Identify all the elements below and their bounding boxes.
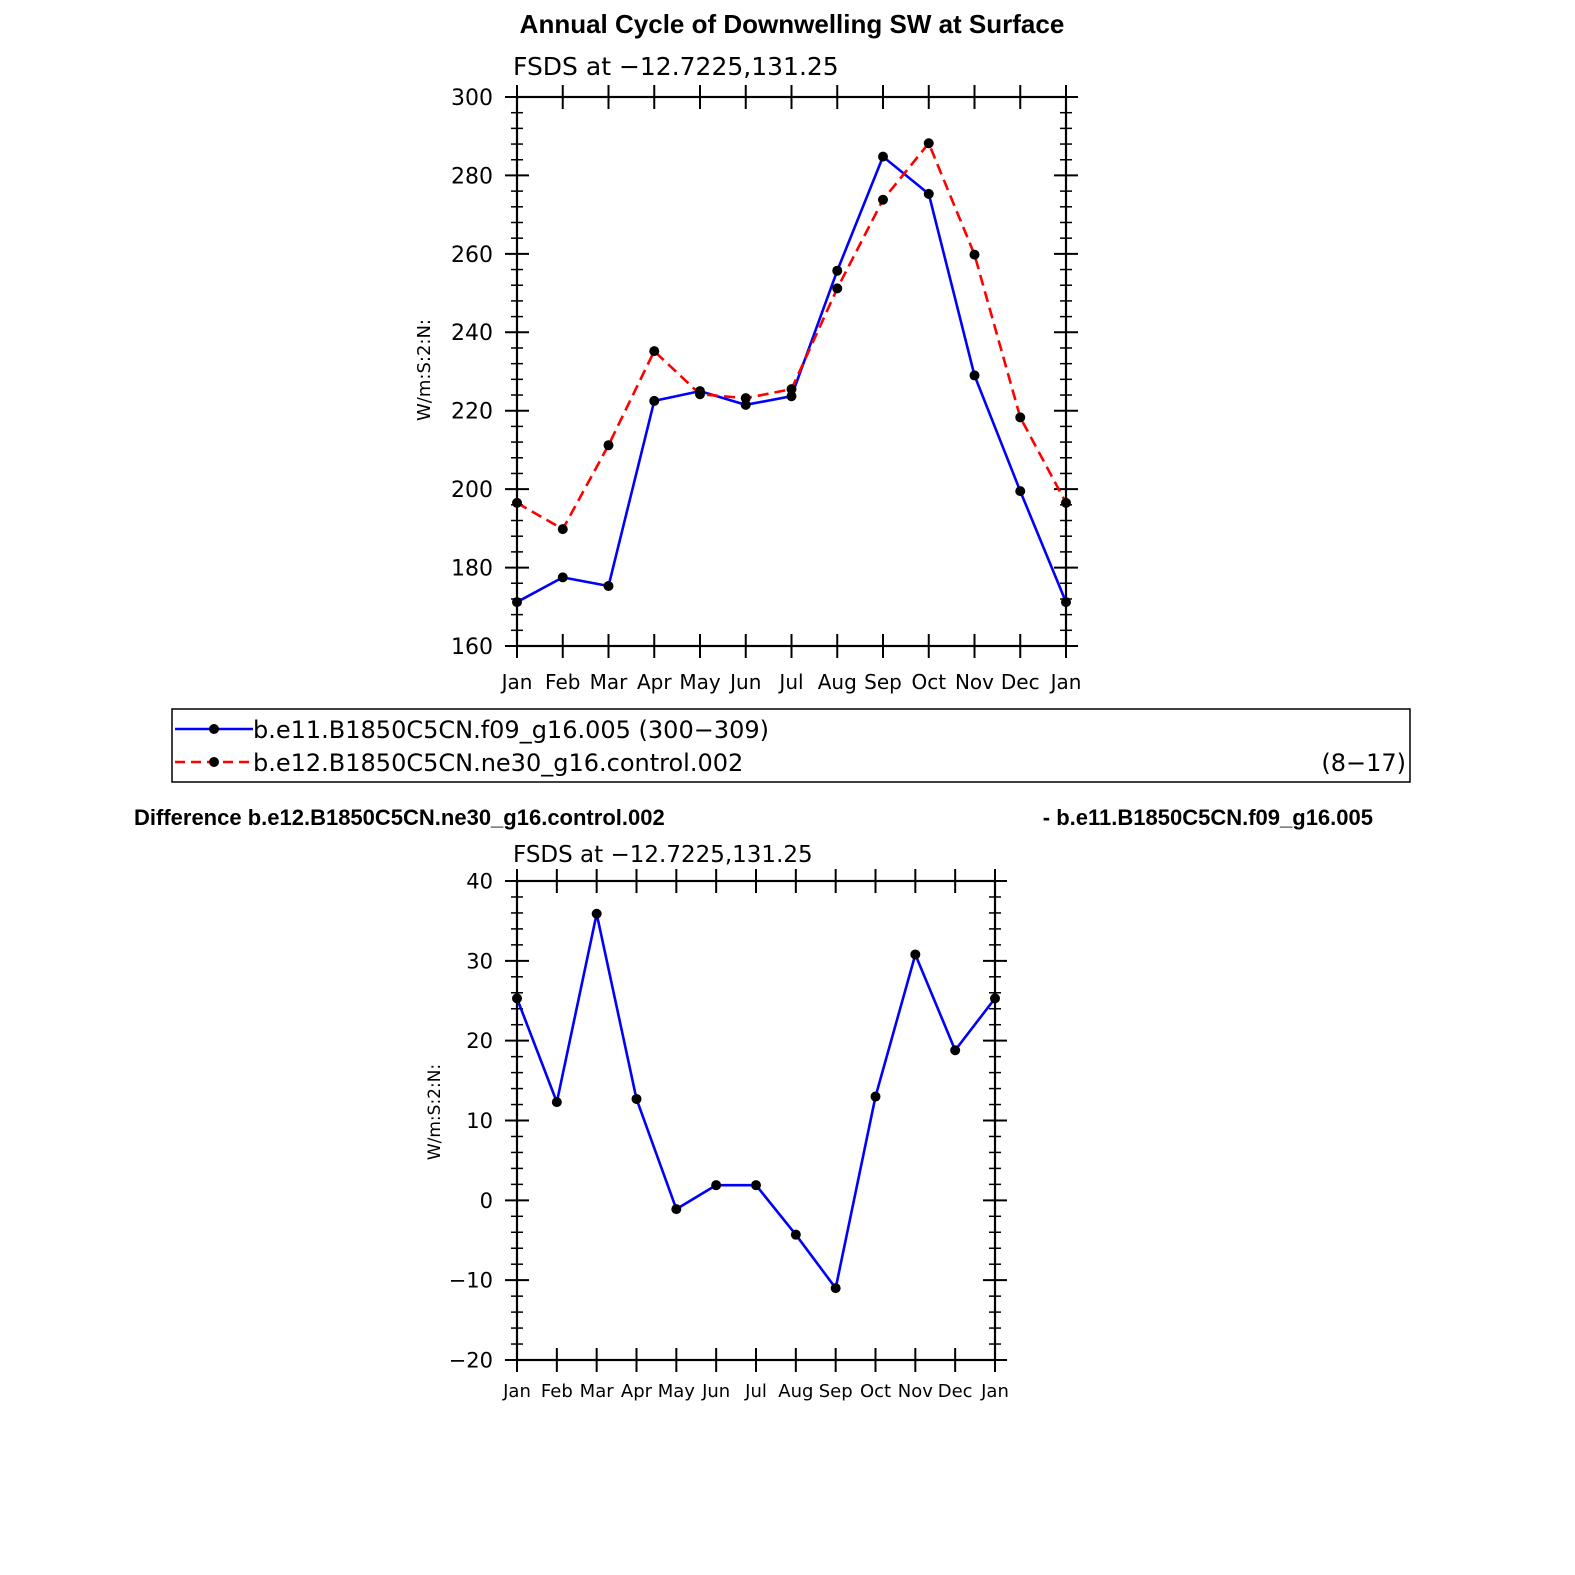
series-line-1: [517, 157, 1066, 602]
x-tick-label: Mar: [589, 670, 628, 694]
data-point-series-1: [552, 1097, 562, 1107]
x-tick-label: Apr: [636, 670, 672, 694]
x-tick-label: May: [679, 670, 721, 694]
bottom-chart-ylabel: W/m:S:2:N:: [425, 1063, 445, 1161]
x-tick-label: May: [657, 1381, 695, 1402]
x-tick-label: Jul: [779, 670, 804, 694]
x-tick-label: Jan: [501, 670, 533, 694]
bottom-plot-area: [449, 869, 1009, 1402]
y-tick-label: 280: [451, 164, 493, 190]
data-point-series-1: [910, 949, 920, 959]
data-point-series-1: [832, 266, 842, 276]
y-tick-label: 160: [451, 634, 493, 660]
y-tick-label: 180: [451, 556, 493, 582]
series-line-1: [517, 914, 995, 1288]
x-tick-label: Aug: [817, 670, 857, 694]
y-tick-label: 240: [451, 321, 493, 347]
bottom-chart-title-right: - b.e11.B1850C5CN.f09_g16.005: [1042, 805, 1373, 830]
x-tick-label: Jul: [745, 1381, 767, 1402]
x-tick-label: Aug: [778, 1381, 814, 1402]
x-tick-label: Oct: [911, 670, 947, 694]
data-point-series-2: [512, 498, 522, 508]
data-point-series-1: [871, 1092, 881, 1102]
series-line-2: [517, 143, 1066, 529]
top-chart-ylabel: W/m:S:2:N:: [414, 319, 435, 421]
data-point-series-2: [924, 138, 934, 148]
y-tick-label: −10: [448, 1268, 493, 1293]
top-plot-area: [451, 85, 1081, 694]
data-point-series-2: [695, 389, 705, 399]
top-chart-legend: [172, 709, 1410, 782]
data-point-series-2: [1061, 498, 1071, 508]
legend-label-series-2-suffix: (8−17): [1321, 749, 1406, 777]
data-point-series-1: [791, 1230, 801, 1240]
top-chart-subtitle: FSDS at −12.7225,131.25: [513, 52, 839, 81]
legend-label-series-1: b.e11.B1850C5CN.f09_g16.005 (300−309): [253, 716, 769, 744]
data-point-series-1: [711, 1180, 721, 1190]
x-tick-label: Nov: [897, 1381, 933, 1402]
x-tick-label: Sep: [864, 670, 902, 694]
data-point-series-1: [924, 189, 934, 199]
data-point-series-2: [787, 384, 797, 394]
data-point-series-1: [632, 1094, 642, 1104]
bottom-chart-title-left: Difference b.e12.B1850C5CN.ne30_g16.control.002: [134, 805, 665, 830]
data-point-series-1: [558, 572, 568, 582]
y-tick-label: 30: [466, 949, 493, 974]
x-tick-label: Oct: [859, 1381, 892, 1402]
data-point-series-2: [558, 524, 568, 534]
data-point-series-2: [604, 440, 614, 450]
data-point-series-1: [950, 1045, 960, 1055]
data-point-series-2: [970, 250, 980, 260]
y-tick-label: 300: [451, 85, 493, 111]
x-tick-label: Jan: [981, 1381, 1009, 1402]
x-tick-label: Feb: [545, 670, 581, 694]
bottom-chart-subtitle: FSDS at −12.7225,131.25: [513, 842, 813, 868]
data-point-series-1: [970, 370, 980, 380]
data-point-series-1: [592, 909, 602, 919]
data-point-series-2: [832, 283, 842, 293]
data-point-series-1: [990, 993, 1000, 1003]
x-tick-label: Dec: [1000, 670, 1040, 694]
data-point-series-1: [751, 1180, 761, 1190]
data-point-series-1: [831, 1283, 841, 1293]
data-point-series-2: [878, 195, 888, 205]
x-tick-label: Dec: [937, 1381, 973, 1402]
y-tick-label: 260: [451, 242, 493, 268]
x-tick-label: Jun: [702, 1381, 731, 1402]
data-point-series-1: [649, 396, 659, 406]
legend-label-series-2: b.e12.B1850C5CN.ne30_g16.control.002: [253, 749, 744, 777]
y-tick-label: 0: [479, 1188, 493, 1213]
x-tick-label: Jun: [730, 670, 762, 694]
plot-frame: [517, 97, 1066, 646]
x-tick-label: Apr: [620, 1381, 653, 1402]
x-tick-label: Jan: [1050, 670, 1082, 694]
legend-marker-series-1: [209, 724, 219, 734]
data-point-series-1: [512, 597, 522, 607]
y-tick-label: 10: [466, 1109, 493, 1134]
legend-marker-series-2: [209, 757, 219, 767]
data-point-series-1: [671, 1204, 681, 1214]
top-chart-title: Annual Cycle of Downwelling SW at Surface: [519, 9, 1065, 39]
x-tick-label: Nov: [954, 670, 995, 694]
data-point-series-2: [741, 393, 751, 403]
x-tick-label: Feb: [540, 1381, 573, 1402]
y-tick-label: 20: [466, 1029, 493, 1054]
data-point-series-2: [649, 346, 659, 356]
x-tick-label: Mar: [579, 1381, 614, 1402]
data-point-series-1: [878, 152, 888, 162]
x-tick-label: Jan: [503, 1381, 531, 1402]
y-tick-label: −20: [448, 1348, 493, 1373]
y-tick-label: 200: [451, 478, 493, 504]
y-tick-label: 40: [466, 869, 493, 894]
y-tick-label: 220: [451, 399, 493, 425]
data-point-series-1: [512, 993, 522, 1003]
data-point-series-1: [604, 581, 614, 591]
data-point-series-1: [1015, 486, 1025, 496]
data-point-series-1: [1061, 597, 1071, 607]
data-point-series-2: [1015, 412, 1025, 422]
x-tick-label: Sep: [818, 1381, 853, 1402]
